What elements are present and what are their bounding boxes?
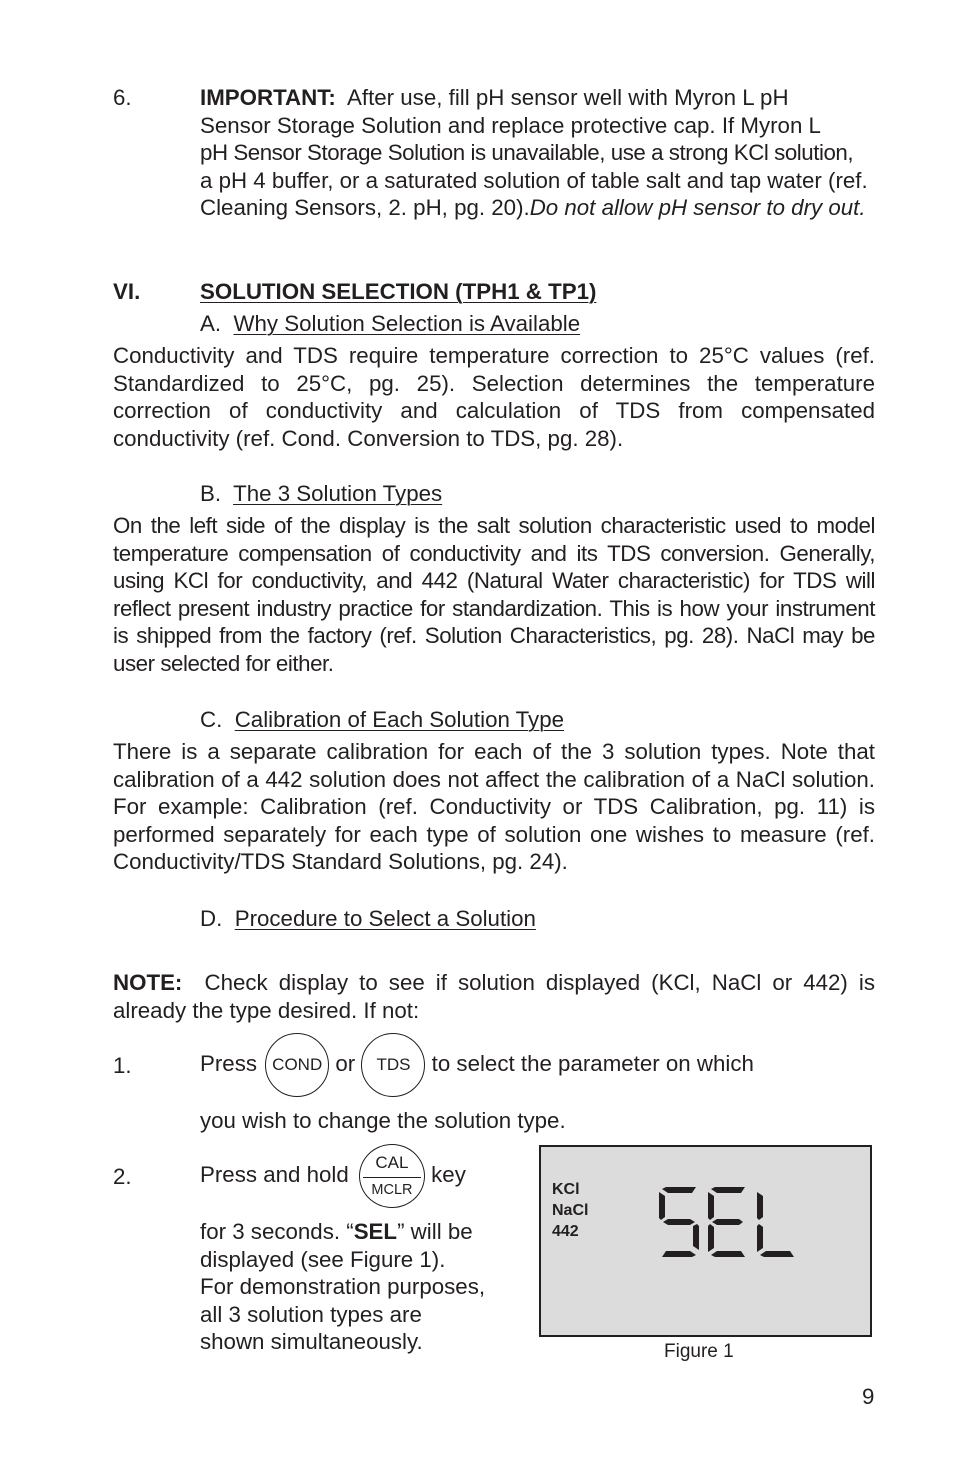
section-number: VI. (113, 279, 141, 304)
subsection-b-title: The 3 Solution Types (233, 481, 443, 506)
cond-key-label: COND (272, 1055, 323, 1074)
subsection-c-letter: C. (200, 707, 223, 732)
step-2-line-2-pre: for 3 seconds. “ (200, 1219, 354, 1244)
subsection-b-heading (200, 480, 442, 508)
note-label: NOTE: (113, 970, 183, 995)
step-1-press: Press (200, 1050, 257, 1076)
subsection-c-body: There is a separate calibration for each of the 3 solution types. Note that calibration of a 442 solution does not affect the calibration of a NaCl solution. For example: Calibration (ref. Conductivity or TDS Calibration, pg. 11) is performed separately for each type of solution one wishes to measure (ref. Conductivity/TDS Standard Solutions, pg. 24). (113, 739, 875, 875)
cal-key-label: CAL (375, 1153, 409, 1172)
subsection-d-heading (200, 905, 536, 933)
solution-type-list (552, 1179, 588, 1242)
item-6-line-1: After use, fill pH sensor well with Myron L pH (347, 85, 789, 110)
step-2-sel: SEL (353, 1219, 398, 1244)
step-2-number: 2. (113, 1164, 132, 1189)
step-2-line-3: displayed (see Figure 1). (200, 1246, 446, 1272)
step-2-line-4: For demonstration purposes, (200, 1274, 486, 1300)
subsection-a-title: Why Solution Selection is Available (233, 311, 581, 336)
figure-caption: Figure 1 (664, 1341, 734, 1362)
step-1-rest: to select the parameter on which (431, 1050, 754, 1076)
subsection-a-heading (200, 310, 580, 338)
note-line-1: Check display to see if solution displayed (KCl, NaCl or 442) is (204, 970, 875, 995)
step-2-press-hold: Press and hold (200, 1161, 349, 1187)
solution-type-442: 442 (552, 1223, 579, 1240)
subsection-c-title: Calibration of Each Solution Type (234, 707, 564, 732)
item-6-number: 6. (113, 85, 132, 110)
lcd-display-figure (539, 1145, 872, 1337)
tds-key-icon (361, 1033, 425, 1097)
step-2-body (200, 1218, 520, 1356)
sel-segment-readout (659, 1187, 804, 1257)
item-6-line-2: Sensor Storage Solution and replace protective cap. If Myron L (200, 112, 821, 138)
step-1-line-2: you wish to change the solution type. (200, 1108, 566, 1133)
cal-mclr-key-icon (359, 1144, 425, 1208)
step-2-line-2-post: ” will be (397, 1219, 473, 1244)
step-1-or: or (335, 1050, 356, 1076)
subsection-a-body: Conductivity and TDS require temperature correction to 25°C values (ref. Standardized to 25°C, pg. 25). Selection determines the temperature correction of conductivity and calculation of TDS from compensated conductivity (ref. Cond. Conversion to TDS, pg. 28). (113, 343, 875, 451)
note-paragraph (113, 969, 875, 1024)
note-line-2: already the type desired. If not: (113, 997, 420, 1023)
important-label: IMPORTANT: (200, 85, 336, 110)
cond-key-icon (265, 1033, 329, 1097)
subsection-a-letter: A. (200, 311, 222, 336)
item-6-line-5: Cleaning Sensors, 2. pH, pg. 20). (200, 195, 530, 221)
subsection-d-title: Procedure to Select a Solution (234, 906, 536, 931)
tds-key-label: TDS (376, 1055, 411, 1074)
item-6-line-4: a pH 4 buffer, or a saturated solution of table salt and tap water (ref. (200, 167, 868, 193)
step-2-line-5: all 3 solution types are (200, 1301, 422, 1327)
key-divider (363, 1177, 421, 1178)
item-6-text (200, 84, 880, 222)
subsection-b-body: On the left side of the display is the salt solution characteristic used to model temperature compensation of conductivity and its TDS conversion. Generally, using KCl for conductivity, and 442 (Natural Water characteristic) for TDS will reflect present industry practice for standardization. This is how your instrument is shipped from the factory (ref. Solution Characteristics, pg. 28). NaCl may be user selected for either. (113, 513, 875, 676)
solution-type-kcl: KCl (552, 1181, 580, 1198)
step-1-number: 1. (113, 1053, 132, 1078)
mclr-key-label: MCLR (371, 1182, 413, 1198)
item-6-line-3: pH Sensor Storage Solution is unavailable, use a strong KCl solution, (200, 140, 854, 166)
page-number: 9 (862, 1384, 875, 1409)
section-title: SOLUTION SELECTION (TPH1 & TP1) (200, 279, 597, 304)
step-2-line-6: shown simultaneously. (200, 1329, 423, 1355)
step-1-line-1 (200, 1033, 754, 1097)
subsection-d-letter: D. (200, 906, 223, 931)
subsection-c-heading (200, 706, 564, 734)
item-6-warning: Do not allow pH sensor to dry out. (529, 195, 866, 221)
step-2-line-1 (200, 1144, 466, 1208)
step-2-key-word: key (431, 1161, 466, 1187)
solution-type-nacl: NaCl (552, 1202, 589, 1219)
subsection-b-letter: B. (200, 481, 222, 506)
